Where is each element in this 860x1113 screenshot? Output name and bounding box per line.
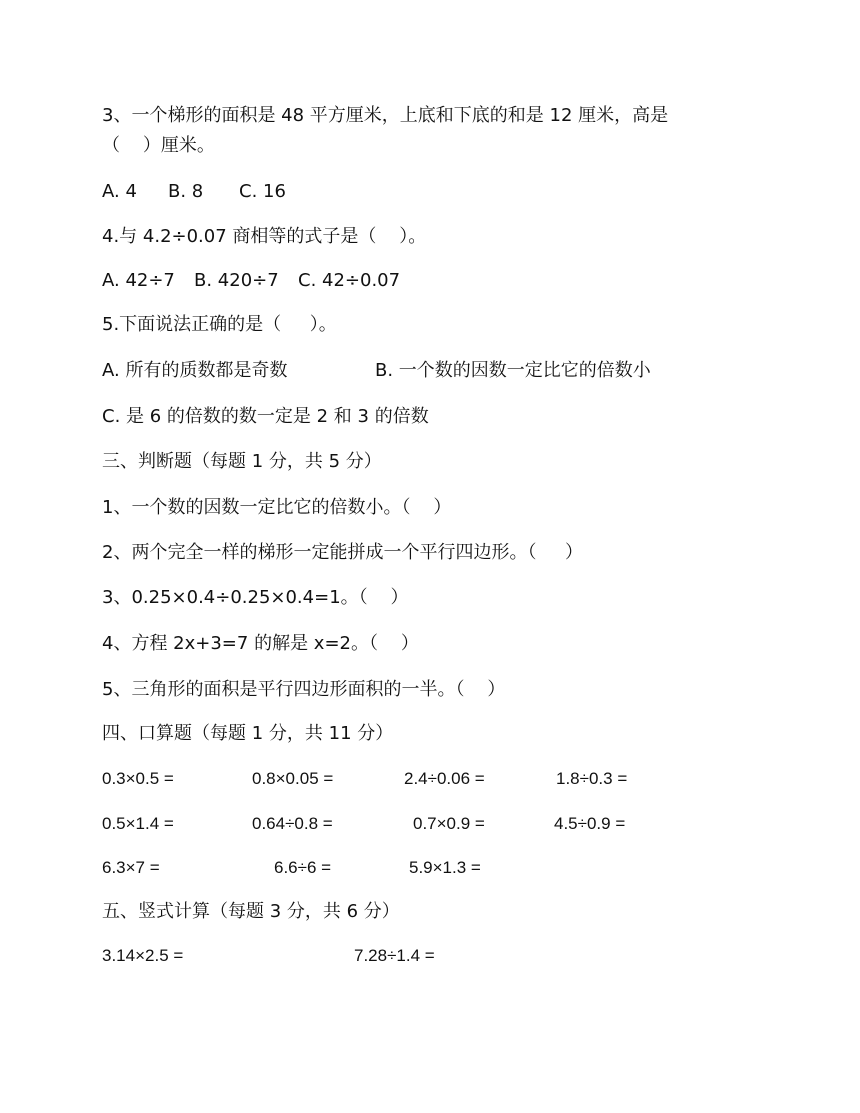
- q5-stem: 5.下面说法正确的是（ ）。: [102, 314, 337, 335]
- oral-r3-c2: 6.6÷6 =: [274, 858, 332, 877]
- judge-heading: 三、判断题（每题 1 分，共 5 分）: [102, 451, 382, 472]
- judge-item-3: 3、0.25×0.4÷0.25×0.4=1。（ ）: [102, 587, 409, 608]
- q4-option-b: B. 420÷7: [194, 270, 279, 291]
- q4-option-c: C. 42÷0.07: [298, 270, 401, 291]
- judge-item-4: 4、方程 2x+3=7 的解是 x=2。（ ）: [102, 633, 419, 654]
- oral-r2-c2: 0.64÷0.8 =: [252, 814, 333, 833]
- q3-stem-line1: 3、一个梯形的面积是 48 平方厘米，上底和下底的和是 12 厘米，高是: [102, 105, 669, 126]
- vertical-item-2: 7.28÷1.4 =: [354, 946, 435, 965]
- q4-stem: 4.与 4.2÷0.07 商相等的式子是（ ）。: [102, 226, 427, 247]
- judge-item-2: 2、两个完全一样的梯形一定能拼成一个平行四边形。（ ）: [102, 542, 584, 563]
- oral-r3-c3: 5.9×1.3 =: [409, 858, 481, 877]
- oral-r2-c3: 0.7×0.9 =: [413, 814, 485, 833]
- vertical-heading: 五、竖式计算（每题 3 分，共 6 分）: [102, 901, 400, 922]
- q5-option-b: B. 一个数的因数一定比它的倍数小: [375, 360, 651, 381]
- q3-option-a: A. 4: [102, 181, 137, 202]
- q4-option-a: A. 42÷7: [102, 270, 175, 291]
- oral-r2-c1: 0.5×1.4 =: [102, 814, 174, 833]
- q5-option-a: A. 所有的质数都是奇数: [102, 360, 288, 381]
- oral-r1-c2: 0.8×0.05 =: [252, 769, 334, 788]
- oral-r1-c4: 1.8÷0.3 =: [556, 769, 628, 788]
- oral-r3-c1: 6.3×7 =: [102, 858, 160, 877]
- q5-option-c: C. 是 6 的倍数的数一定是 2 和 3 的倍数: [102, 406, 429, 427]
- oral-r1-c1: 0.3×0.5 =: [102, 769, 174, 788]
- judge-item-5: 5、三角形的面积是平行四边形面积的一半。（ ）: [102, 679, 506, 700]
- q3-option-b: B. 8: [168, 181, 204, 202]
- judge-item-1: 1、一个数的因数一定比它的倍数小。（ ）: [102, 497, 452, 518]
- q3-option-c: C. 16: [239, 181, 286, 202]
- vertical-item-1: 3.14×2.5 =: [102, 946, 184, 965]
- oral-r1-c3: 2.4÷0.06 =: [404, 769, 485, 788]
- oral-r2-c4: 4.5÷0.9 =: [554, 814, 626, 833]
- oral-heading: 四、口算题（每题 1 分，共 11 分）: [102, 723, 394, 744]
- q3-stem-line2: （ ）厘米。: [102, 135, 215, 156]
